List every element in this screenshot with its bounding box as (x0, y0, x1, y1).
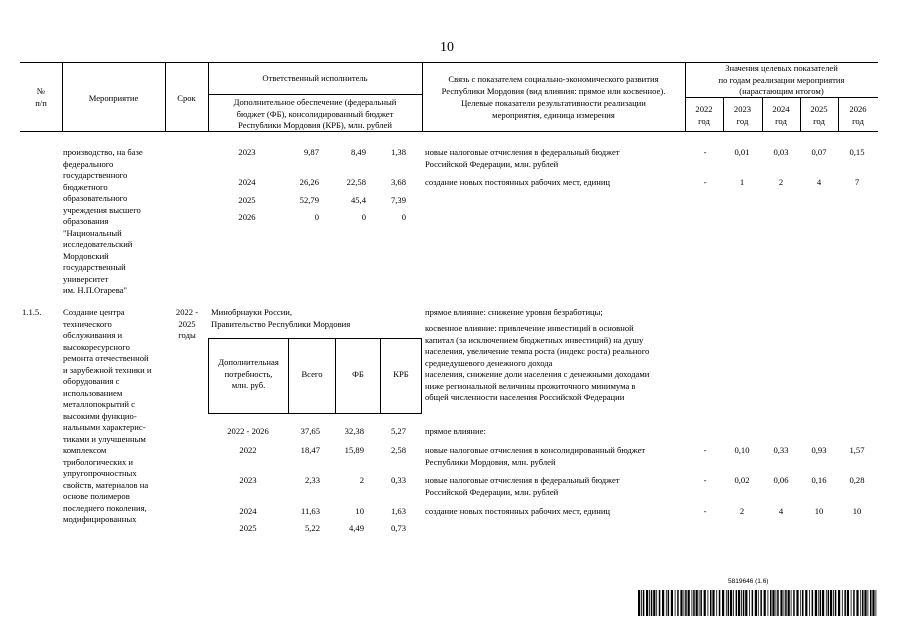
block1-row-total: 52,79 (299, 195, 319, 205)
block2-row-year: 2025 (239, 523, 257, 533)
block1-target-value: 4 (816, 177, 822, 187)
block2-row-fb: 15,89 (344, 445, 364, 455)
block2-target-value: 0,28 (849, 475, 865, 485)
block1-target-text: новые налоговые отчисления в федеральный бюджет Российской Федерации, млн. рублей (425, 147, 620, 169)
block2-target-value: 0,06 (773, 475, 789, 485)
block1-row-krb: 1,38 (390, 147, 406, 157)
block2-target-value: 1,57 (849, 445, 865, 455)
subhead-krb: КРБ (393, 369, 409, 379)
block2-row-year: 2022 - 2026 (227, 426, 269, 436)
block2-direct2: прямое влияние: (425, 426, 486, 436)
block2-row-fb: 2 (359, 475, 364, 485)
block2-direct-title: прямое влияние: снижение уровня безработицы; (425, 307, 603, 317)
block1-row-krb: 7,39 (390, 195, 406, 205)
block2-row-total: 11,63 (300, 506, 320, 516)
header-year-2023: 2023 год (733, 104, 752, 126)
block2-row-fb: 4,49 (348, 523, 364, 533)
block2-row-year: 2022 (239, 445, 257, 455)
block1-row-fb: 22,58 (346, 177, 366, 187)
block2-row-krb: 0,33 (390, 475, 406, 485)
header-link: Связь с показателем социально-экономического развития Республики Мордовия (вид влияния: прямое или косвенное). (441, 74, 666, 96)
block1-row-krb: 3,68 (390, 177, 406, 187)
block2-row-total: 37,65 (300, 426, 320, 436)
block2-target-value: 0,33 (773, 445, 789, 455)
block2-target-value: - (703, 475, 707, 485)
block2-event-text: Создание центра технического обслуживания и высокоресурсного ремонта отечественной и зарубежной техники и оборудования с использованием металлопокрытий с высокими функцио- нальными характерис- тиками и улучшенным комплексом трибологических и упругопрочностных свойств, материалов на основе полимеров последнего поколения, модифицированных (63, 307, 152, 524)
block2-row-fb: 10 (355, 506, 364, 516)
block2-target-text: новые налоговые отчисления в консолидированный бюджет Республики Мордовия, млн. рублей (425, 445, 646, 467)
barcode (638, 590, 878, 616)
block2-row-krb: 1,63 (390, 506, 406, 516)
block1-row-fb: 45,4 (350, 195, 366, 205)
header-year-2025: 2025 год (810, 104, 828, 126)
block1-row-fb: 0 (361, 212, 366, 222)
header-num: № п/п (35, 86, 47, 108)
block1-target-value: 0,15 (849, 147, 865, 157)
header-targets: Целевые показатели результативности реализации мероприятия, единица измерения (461, 98, 646, 120)
block1-event-text: производство, на базе федерального государственного бюджетного образовательного учреждения высшего образования "Национальный исследовательский Мордовский государственный университет им. Н.П.Огарева" (63, 147, 143, 295)
block1-target-value: 0,07 (811, 147, 827, 157)
block1-row-year: 2023 (238, 147, 256, 157)
block2-target-value: 4 (778, 506, 784, 516)
header-year-2024: 2024 год (772, 104, 790, 126)
block2-target-value: 0,93 (811, 445, 827, 455)
block2-target-value: - (703, 506, 707, 516)
block2-target-value: 0,16 (811, 475, 827, 485)
subhead-need: Дополнительная потребность, млн. руб. (218, 357, 279, 390)
block2-responsible: Минобрнауки России, Правительство Республики Мордовия (211, 307, 351, 329)
header-responsible: Ответственный исполнитель (262, 73, 368, 83)
block1-target-value: 2 (778, 177, 784, 187)
block1-target-value: - (703, 177, 707, 187)
block1-target-text: создание новых постоянных рабочих мест, единиц (425, 177, 611, 187)
block2-row-year: 2024 (239, 506, 257, 516)
block1-target-value: - (703, 147, 707, 157)
block2-target-value: 10 (814, 506, 824, 516)
block1-target-value: 1 (739, 177, 745, 187)
block2-term: 2022 - 2025 годы (175, 307, 199, 340)
block2-target-value: 0,02 (734, 475, 750, 485)
header-year-2022: 2022 год (695, 104, 713, 126)
block1-row-year: 2024 (238, 177, 256, 187)
block1-row-krb: 0 (401, 212, 406, 222)
block1-target-value: 0,01 (734, 147, 750, 157)
block2-target-text: новые налоговые отчисления в федеральный бюджет Российской Федерации, млн. рублей (425, 475, 620, 497)
header-additional: Дополнительное обеспечение (федеральный бюджет (ФБ), консолидированный бюджет Республики Мордовия (КРБ), млн. рублей (233, 97, 397, 130)
subhead-fb: ФБ (352, 369, 364, 379)
block2-target-value: - (703, 445, 707, 455)
header-values: Значения целевых показателей по годам реализации мероприятия (нарастающим итогом) (718, 63, 845, 96)
block1-row-total: 0 (314, 212, 319, 222)
block1-row-fb: 8,49 (350, 147, 366, 157)
block1-row-year: 2025 (238, 195, 256, 205)
block2-num: 1.1.5. (22, 307, 42, 317)
block1-row-total: 26,26 (299, 177, 319, 187)
block2-row-krb: 0,73 (390, 523, 406, 533)
block2-target-value: 2 (739, 506, 745, 516)
subhead-total: Всего (301, 369, 323, 379)
block2-row-total: 5,22 (304, 523, 320, 533)
block2-row-year: 2023 (239, 475, 257, 485)
block1-row-year: 2026 (238, 212, 256, 222)
header-term: Срок (177, 93, 196, 103)
block2-row-fb: 32,38 (344, 426, 364, 436)
block2-row-total: 2,33 (304, 475, 320, 485)
barcode-text: 5819646 (1.6) (728, 578, 769, 585)
block2-row-krb: 5,27 (390, 426, 406, 436)
block2-indirect: косвенное влияние: привлечение инвестиций в основной капитал (за исключением бюджетных инвестиций) на душу населения, увеличение темпа роста (индекс роста) реального среднедушевого денежного дохода населения, снижение доли населения с денежными доходами ниже региональной величины прожиточного минимума в общей численности населения Российской Федерации (425, 323, 650, 402)
header-event: Мероприятие (88, 93, 139, 103)
page-number: 10 (440, 40, 454, 55)
block2-row-total: 18,47 (300, 445, 320, 455)
block1-target-value: 0,03 (773, 147, 789, 157)
block1-target-value: 7 (854, 177, 860, 187)
block2-target-text: создание новых постоянных рабочих мест, единиц (425, 506, 611, 516)
block1-row-total: 9,87 (303, 147, 319, 157)
header-year-2026: 2026 год (849, 104, 867, 126)
block2-target-value: 10 (852, 506, 862, 516)
block2-row-krb: 2,58 (390, 445, 406, 455)
block2-target-value: 0,10 (734, 445, 750, 455)
